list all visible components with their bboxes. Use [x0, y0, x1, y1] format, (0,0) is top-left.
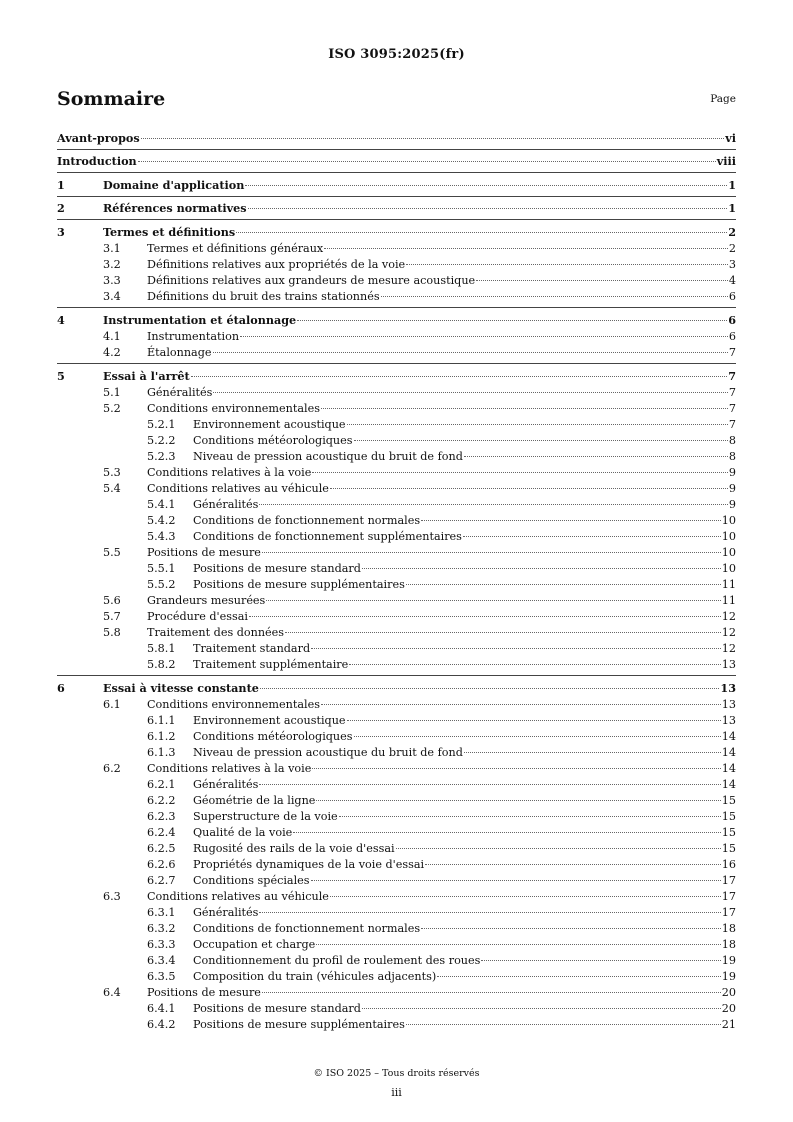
toc-entry-page[interactable]: vi [725, 131, 736, 145]
toc-entry[interactable] [0, 449, 793, 464]
copyright-footer: © ISO 2025 – Tous droits réservés [313, 1068, 480, 1079]
toc-entry-number: 6.2.3 [147, 810, 176, 823]
toc-entry-number: 5 [57, 369, 65, 383]
section-separator [57, 149, 736, 150]
section-separator [57, 219, 736, 220]
toc-entry[interactable] [0, 1001, 793, 1016]
dot-leader [262, 992, 721, 993]
toc-entry-number: 4.2 [103, 346, 121, 359]
toc-entry-title[interactable]: Généralités [193, 498, 259, 511]
toc-entry-title[interactable]: Étalonnage [147, 346, 212, 359]
toc-entry-title[interactable]: Grandeurs mesurées [147, 594, 266, 607]
toc-entry-title[interactable]: Positions de mesure [147, 986, 261, 999]
toc-entry-number: 1 [57, 178, 65, 192]
dot-leader [321, 408, 728, 409]
toc-entry-number: 6.2.2 [147, 794, 176, 807]
toc-entry[interactable] [0, 745, 793, 760]
dot-leader [240, 336, 728, 337]
toc-entry-number: 6.1 [103, 698, 121, 711]
toc-entry-number: 4.1 [103, 330, 121, 343]
toc-entry[interactable] [0, 401, 793, 416]
toc-entry[interactable] [0, 729, 793, 744]
toc-entry-number: 5.6 [103, 594, 121, 607]
dot-leader [421, 520, 721, 521]
toc-entry-title[interactable]: Références normatives [103, 201, 247, 215]
dot-leader [312, 768, 720, 769]
toc-entry-number: 6.3 [103, 890, 121, 903]
dot-leader [312, 472, 728, 473]
toc-entry-page[interactable]: 2 [728, 242, 736, 255]
toc-entry-number: 6 [57, 681, 65, 695]
toc-entry-title[interactable]: Traitement supplémentaire [193, 658, 349, 671]
toc-entry[interactable] [0, 465, 793, 480]
toc-entry[interactable] [0, 273, 793, 288]
toc-entry[interactable] [0, 937, 793, 952]
toc-entry-number: 6.4.2 [147, 1018, 176, 1031]
toc-entry-page[interactable]: 9 [728, 482, 736, 495]
toc-entry-title[interactable]: Composition du train (véhicules adjacents) [193, 970, 437, 983]
toc-entry-title[interactable]: Superstructure de la voie [193, 810, 338, 823]
dot-leader [354, 736, 721, 737]
dot-leader [266, 600, 720, 601]
toc-entry-page[interactable]: 2 [728, 225, 736, 239]
toc-entry-page[interactable]: 9 [728, 498, 736, 511]
toc-entry-page[interactable]: 14 [721, 730, 736, 743]
toc-entry[interactable] [0, 969, 793, 984]
toc-entry-number: 6.1.1 [147, 714, 176, 727]
dot-leader [191, 376, 728, 377]
toc-entry-number: 3 [57, 225, 65, 239]
dot-leader [330, 488, 728, 489]
toc-entry-title[interactable]: Conditions spéciales [193, 874, 310, 887]
toc-entry-page[interactable]: 8 [728, 450, 736, 463]
toc-entry-page[interactable]: 1 [728, 178, 736, 192]
dot-leader [311, 880, 721, 881]
dot-leader [285, 632, 721, 633]
dot-leader [339, 816, 721, 817]
toc-entry-page[interactable]: 6 [728, 330, 736, 343]
toc-entry[interactable] [0, 889, 793, 904]
toc-entry-title[interactable]: Termes et définitions [103, 225, 236, 239]
toc-entry-title[interactable]: Environnement acoustique [193, 714, 346, 727]
toc-entry[interactable] [0, 809, 793, 824]
toc-entry-number: 5.4 [103, 482, 121, 495]
toc-entry[interactable] [0, 593, 793, 608]
toc-entry-title[interactable]: Instrumentation et étalonnage [103, 313, 297, 327]
dot-leader [406, 584, 721, 585]
dot-leader [213, 352, 728, 353]
toc-entry-number: 3.3 [103, 274, 121, 287]
toc-entry-title[interactable]: Conditions environnementales [147, 698, 320, 711]
dot-leader [245, 185, 727, 186]
toc-entry-page[interactable]: 11 [721, 578, 736, 591]
toc-entry[interactable] [0, 154, 793, 169]
dot-leader [293, 832, 720, 833]
toc-entry[interactable] [0, 841, 793, 856]
toc-entry-title[interactable]: Conditions environnementales [147, 402, 320, 415]
dot-leader [476, 280, 728, 281]
toc-entry-title[interactable]: Positions de mesure standard [193, 562, 361, 575]
toc-entry-number: 5.4.3 [147, 530, 176, 543]
dot-leader [141, 138, 725, 139]
dot-leader [260, 688, 720, 689]
dot-leader [311, 648, 721, 649]
toc-entry-number: 5.5.2 [147, 578, 176, 591]
dot-leader [347, 720, 721, 721]
toc-entry-page[interactable]: 15 [721, 842, 736, 855]
toc-entry-number: 5.8 [103, 626, 121, 639]
toc-entry-title[interactable]: Avant-propos [57, 131, 140, 145]
toc-entry-number: 6.3.2 [147, 922, 176, 935]
toc-entry-page[interactable]: 13 [721, 714, 736, 727]
toc-entry-title[interactable]: Conditionnement du profil de roulement des roues [193, 954, 481, 967]
toc-entry-number: 6.4 [103, 986, 121, 999]
toc-entry-page[interactable]: 7 [728, 346, 736, 359]
dot-leader [421, 928, 721, 929]
toc-entry-page[interactable]: 15 [721, 794, 736, 807]
dot-leader [362, 568, 721, 569]
toc-entry[interactable] [0, 985, 793, 1000]
toc-entry[interactable] [0, 625, 793, 640]
dot-leader [138, 161, 716, 162]
dot-leader [316, 800, 720, 801]
toc-entry-number: 6.4.1 [147, 1002, 176, 1015]
toc-entry-page[interactable]: 17 [721, 874, 736, 887]
toc-entry[interactable] [0, 921, 793, 936]
toc-entry[interactable] [0, 178, 793, 193]
toc-entry[interactable] [0, 761, 793, 776]
toc-entry[interactable] [0, 385, 793, 400]
toc-entry-number: 5.7 [103, 610, 121, 623]
toc-entry-number: 5.8.1 [147, 642, 176, 655]
toc-entry[interactable] [0, 313, 793, 328]
toc-entry[interactable] [0, 577, 793, 592]
toc-entry-number: 6.2.6 [147, 858, 176, 871]
toc-entry[interactable] [0, 793, 793, 808]
dot-leader [464, 752, 721, 753]
section-separator [57, 363, 736, 364]
toc-entry-number: 6.2.7 [147, 874, 176, 887]
dot-leader [437, 976, 721, 977]
toc-entry-number: 6.1.2 [147, 730, 176, 743]
toc-entry[interactable] [0, 289, 793, 304]
dot-leader [464, 456, 728, 457]
toc-entry-title[interactable]: Introduction [57, 154, 137, 168]
toc-entry[interactable] [0, 545, 793, 560]
dot-leader [425, 864, 721, 865]
toc-entry-number: 6.1.3 [147, 746, 176, 759]
toc-entry[interactable] [0, 697, 793, 712]
toc-entry[interactable] [0, 681, 793, 696]
toc-entry-number: 5.2.2 [147, 434, 176, 447]
toc-entry-page[interactable]: 19 [721, 970, 736, 983]
dot-leader [381, 296, 728, 297]
toc-entry-page[interactable]: 9 [728, 466, 736, 479]
toc-entry[interactable] [0, 369, 793, 384]
toc-entry-number: 5.4.1 [147, 498, 176, 511]
dot-leader [354, 440, 728, 441]
toc-entry-page[interactable]: 16 [721, 858, 736, 871]
toc-entry-title[interactable]: Définitions du bruit des trains stationnés [147, 290, 380, 303]
toc-entry-number: 6.2.4 [147, 826, 176, 839]
toc-entry[interactable] [0, 1017, 793, 1032]
toc-entry-page[interactable]: 12 [721, 626, 736, 639]
dot-leader [406, 1024, 721, 1025]
toc-entry-number: 3.1 [103, 242, 121, 255]
dot-leader [362, 1008, 721, 1009]
toc-entry-number: 5.4.2 [147, 514, 176, 527]
toc-entry-page[interactable]: viii [716, 154, 736, 168]
toc-entry-page[interactable]: 10 [721, 530, 736, 543]
toc-entry-number: 2 [57, 201, 65, 215]
toc-entry-page[interactable]: 17 [721, 890, 736, 903]
toc-entry-page[interactable]: 20 [721, 1002, 736, 1015]
section-separator [57, 196, 736, 197]
page-title: Sommaire [57, 88, 166, 110]
toc-entry-number: 5.8.2 [147, 658, 176, 671]
toc-entry[interactable] [0, 529, 793, 544]
toc-entry-title[interactable]: Généralités [193, 906, 259, 919]
dot-leader [316, 944, 720, 945]
toc-entry-page[interactable]: 10 [721, 562, 736, 575]
dot-leader [259, 912, 720, 913]
toc-entry-number: 3.4 [103, 290, 121, 303]
toc-entry-title[interactable]: Traitement standard [193, 642, 311, 655]
toc-entry[interactable] [0, 241, 793, 256]
toc-entry[interactable] [0, 131, 793, 146]
toc-entry-title[interactable]: Instrumentation [147, 330, 240, 343]
toc-entry-title[interactable]: Essai à l'arrêt [103, 369, 190, 383]
toc-entry[interactable] [0, 561, 793, 576]
toc-entry[interactable] [0, 417, 793, 432]
dot-leader [213, 392, 727, 393]
section-separator [57, 307, 736, 308]
toc-entry-number: 6.2.1 [147, 778, 176, 791]
toc-entry-title[interactable]: Définitions relatives aux grandeurs de mesure acoustique [147, 274, 476, 287]
toc-entry-title[interactable]: Positions de mesure supplémentaires [193, 1018, 405, 1031]
toc-entry-number: 6.3.1 [147, 906, 176, 919]
toc-entry-title[interactable]: Conditions de fonctionnement supplémentaires [193, 530, 462, 543]
toc-entry-page[interactable]: 15 [721, 810, 736, 823]
toc-entry-title[interactable]: Termes et définitions généraux [147, 242, 324, 255]
toc-entry-title[interactable]: Conditions relatives à la voie [147, 762, 312, 775]
toc-entry-title[interactable]: Niveau de pression acoustique du bruit de fond [193, 450, 463, 463]
toc-entry-page[interactable]: 21 [721, 1018, 736, 1031]
toc-entry-page[interactable]: 10 [721, 514, 736, 527]
dot-leader [259, 504, 727, 505]
toc-entry-page[interactable]: 7 [728, 386, 736, 399]
toc-entry-title[interactable]: Positions de mesure supplémentaires [193, 578, 405, 591]
toc-entry-page[interactable]: 8 [728, 434, 736, 447]
toc-entry[interactable] [0, 857, 793, 872]
toc-entry-number: 5.1 [103, 386, 121, 399]
toc-entry[interactable] [0, 329, 793, 344]
toc-entry[interactable] [0, 609, 793, 624]
dot-leader [330, 896, 721, 897]
dot-leader [262, 552, 721, 553]
toc-entry-title[interactable]: Conditions relatives au véhicule [147, 482, 329, 495]
toc-entry-title[interactable]: Procédure d'essai [147, 610, 248, 623]
toc-entry-number: 6.3.4 [147, 954, 176, 967]
toc-entry[interactable] [0, 873, 793, 888]
toc-entry-title[interactable]: Géométrie de la ligne [193, 794, 316, 807]
toc-entry-title[interactable]: Conditions relatives à la voie [147, 466, 312, 479]
toc-entry-page[interactable]: 14 [721, 746, 736, 759]
toc-entry-number: 5.3 [103, 466, 121, 479]
toc-entry-number: 5.2.3 [147, 450, 176, 463]
toc-entry-title[interactable]: Conditions de fonctionnement normales [193, 514, 421, 527]
toc-entry-number: 6.2.5 [147, 842, 176, 855]
toc-entry-title[interactable]: Définitions relatives aux propriétés de la voie [147, 258, 406, 271]
toc-entry-number: 6.2 [103, 762, 121, 775]
toc-entry-title[interactable]: Qualité de la voie [193, 826, 293, 839]
toc-entry-title[interactable]: Positions de mesure standard [193, 1002, 361, 1015]
toc-entry-title[interactable]: Rugosité des rails de la voie d'essai [193, 842, 395, 855]
toc-entry-page[interactable]: 11 [721, 594, 736, 607]
toc-entry[interactable] [0, 433, 793, 448]
section-separator [57, 675, 736, 676]
toc-entry-page[interactable]: 15 [721, 826, 736, 839]
toc-entry[interactable] [0, 825, 793, 840]
toc-entry-title[interactable]: Généralités [147, 386, 213, 399]
toc-entry[interactable] [0, 201, 793, 216]
toc-entry-number: 4 [57, 313, 65, 327]
dot-leader [321, 704, 721, 705]
toc-entry-page[interactable]: 7 [728, 418, 736, 431]
toc-entry[interactable] [0, 953, 793, 968]
toc-entry-title[interactable]: Conditions météorologiques [193, 434, 353, 447]
toc-entry-number: 5.2 [103, 402, 121, 415]
toc-entry[interactable] [0, 513, 793, 528]
toc-entry-title[interactable]: Essai à vitesse constante [103, 681, 259, 695]
page-column-label: Page [710, 93, 736, 105]
toc-entry-page[interactable]: 12 [721, 610, 736, 623]
toc-entry-page[interactable]: 6 [728, 290, 736, 303]
toc-entry-title[interactable]: Occupation et charge [193, 938, 316, 951]
dot-leader [406, 264, 728, 265]
toc-entry[interactable] [0, 657, 793, 672]
dot-leader [236, 232, 727, 233]
toc-entry[interactable] [0, 497, 793, 512]
toc-entry[interactable] [0, 777, 793, 792]
dot-leader [349, 664, 720, 665]
toc-entry[interactable] [0, 905, 793, 920]
toc-entry-number: 6.3.5 [147, 970, 176, 983]
toc-entry-number: 5.5.1 [147, 562, 176, 575]
dot-leader [297, 320, 727, 321]
toc-entry[interactable] [0, 713, 793, 728]
toc-entry[interactable] [0, 257, 793, 272]
toc-entry-title[interactable]: Généralités [193, 778, 259, 791]
document-id-header: ISO 3095:2025(fr) [328, 47, 465, 62]
toc-entry-page[interactable]: 7 [728, 402, 736, 415]
toc-entry-page[interactable]: 13 [721, 658, 736, 671]
toc-entry-page[interactable]: 12 [721, 642, 736, 655]
toc-entry[interactable] [0, 641, 793, 656]
toc-entry-page[interactable]: 7 [728, 369, 736, 383]
toc-entry-page[interactable]: 13 [721, 698, 736, 711]
toc-entry-number: 6.3.3 [147, 938, 176, 951]
section-separator [57, 172, 736, 173]
toc-entry-page[interactable]: 14 [721, 762, 736, 775]
dot-leader [463, 536, 721, 537]
dot-leader [259, 784, 720, 785]
page-number: iii [391, 1086, 402, 1099]
toc-entry-page[interactable]: 20 [721, 986, 736, 999]
dot-leader [324, 248, 728, 249]
toc-entry-title[interactable]: Conditions relatives au véhicule [147, 890, 329, 903]
toc-entry-page[interactable]: 13 [720, 681, 736, 695]
toc-entry-title[interactable]: Positions de mesure [147, 546, 261, 559]
toc-entry-page[interactable]: 18 [721, 938, 736, 951]
toc-entry[interactable] [0, 481, 793, 496]
toc-entry-title[interactable]: Conditions de fonctionnement normales [193, 922, 421, 935]
toc-entry-page[interactable]: 17 [721, 906, 736, 919]
toc-entry-number: 3.2 [103, 258, 121, 271]
dot-leader [249, 616, 721, 617]
toc-entry-page[interactable]: 10 [721, 546, 736, 559]
toc-entry-page[interactable]: 14 [721, 778, 736, 791]
toc-entry-number: 5.5 [103, 546, 121, 559]
dot-leader [396, 848, 721, 849]
dot-leader [481, 960, 720, 961]
toc-entry[interactable] [0, 345, 793, 360]
toc-entry-title[interactable]: Propriétés dynamiques de la voie d'essai [193, 858, 425, 871]
toc-entry-title[interactable]: Conditions météorologiques [193, 730, 353, 743]
toc-entry-title[interactable]: Niveau de pression acoustique du bruit de fond [193, 746, 463, 759]
toc-entry-title[interactable]: Domaine d'application [103, 178, 245, 192]
toc-entry-page[interactable]: 3 [728, 258, 736, 271]
toc-entry-number: 5.2.1 [147, 418, 176, 431]
toc-entry-page[interactable]: 4 [728, 274, 736, 287]
toc-entry-page[interactable]: 18 [721, 922, 736, 935]
toc-entry-page[interactable]: 1 [728, 201, 736, 215]
dot-leader [248, 208, 728, 209]
dot-leader [347, 424, 728, 425]
toc-entry[interactable] [0, 225, 793, 240]
toc-entry-page[interactable]: 6 [728, 313, 736, 327]
toc-entry-title[interactable]: Traitement des données [147, 626, 285, 639]
toc-entry-page[interactable]: 19 [721, 954, 736, 967]
toc-entry-title[interactable]: Environnement acoustique [193, 418, 346, 431]
